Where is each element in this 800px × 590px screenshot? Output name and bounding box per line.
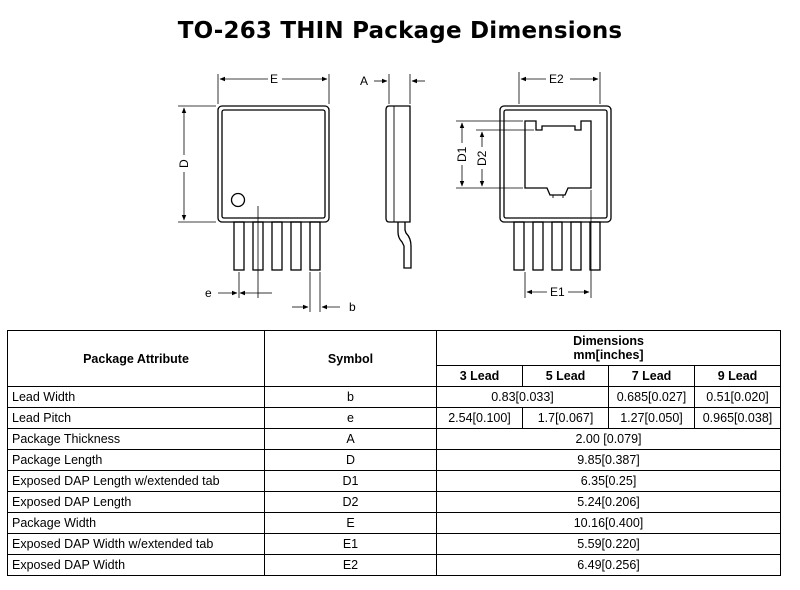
side-view-lead [398, 222, 411, 268]
side-view-body [386, 106, 410, 222]
header-symbol: Symbol [265, 331, 437, 387]
row-value: 1.27[0.050] [609, 408, 695, 429]
row-attribute: Package Width [8, 513, 265, 534]
row-symbol: A [265, 429, 437, 450]
row-symbol: e [265, 408, 437, 429]
header-dimensions-line1: Dimensions [573, 334, 644, 348]
row-attribute: Exposed DAP Length [8, 492, 265, 513]
row-attribute: Lead Width [8, 387, 265, 408]
row-attribute: Exposed DAP Length w/extended tab [8, 471, 265, 492]
label-E1: E1 [550, 285, 565, 299]
table-row [8, 387, 781, 408]
label-D: D [177, 159, 191, 168]
header-5-lead: 5 Lead [523, 366, 609, 387]
table-row [8, 471, 781, 492]
row-symbol: b [265, 387, 437, 408]
row-attribute: Package Length [8, 450, 265, 471]
row-attribute: Exposed DAP Width w/extended tab [8, 534, 265, 555]
row-value: 0.83[0.033] [437, 387, 609, 408]
label-b: b [349, 300, 356, 314]
row-value: 0.685[0.027] [609, 387, 695, 408]
row-value: 1.7[0.067] [523, 408, 609, 429]
label-A: A [360, 74, 369, 88]
label-E: E [270, 72, 279, 86]
row-symbol: E [265, 513, 437, 534]
dimensions-table [7, 330, 781, 576]
row-value: 2.54[0.100] [437, 408, 523, 429]
table-row [8, 429, 781, 450]
table-row [8, 450, 781, 471]
table-row [8, 513, 781, 534]
label-E2: E2 [549, 72, 564, 86]
label-D1: D1 [455, 146, 469, 162]
header-7-lead: 7 Lead [609, 366, 695, 387]
label-D2: D2 [475, 150, 489, 166]
header-9-lead: 9 Lead [695, 366, 781, 387]
row-value: 5.59[0.220] [437, 534, 781, 555]
row-value: 9.85[0.387] [437, 450, 781, 471]
header-package-attribute: Package Attribute [8, 331, 265, 387]
row-symbol: E1 [265, 534, 437, 555]
row-attribute: Lead Pitch [8, 408, 265, 429]
row-value: 6.35[0.25] [437, 471, 781, 492]
row-value: 0.965[0.038] [695, 408, 781, 429]
header-3-lead: 3 Lead [437, 366, 523, 387]
row-value: 0.51[0.020] [695, 387, 781, 408]
row-symbol: D [265, 450, 437, 471]
table-row [8, 555, 781, 576]
row-attribute: Exposed DAP Width [8, 555, 265, 576]
top-view-body [218, 106, 329, 222]
row-value: 6.49[0.256] [437, 555, 781, 576]
table-row [8, 408, 781, 429]
bottom-view-body [500, 106, 611, 222]
row-value: 2.00 [0.079] [437, 429, 781, 450]
label-e: e [205, 286, 212, 300]
page-title: TO-263 THIN Package Dimensions [177, 18, 623, 44]
row-attribute: Package Thickness [8, 429, 265, 450]
exposed-pad [525, 121, 591, 195]
header-dimensions-line2: mm[inches] [573, 348, 644, 362]
table-row [8, 534, 781, 555]
top-view-leads [234, 222, 320, 270]
bottom-view-leads [514, 222, 600, 270]
row-symbol: D1 [265, 471, 437, 492]
row-symbol: E2 [265, 555, 437, 576]
pin1-marker [232, 194, 245, 207]
row-symbol: D2 [265, 492, 437, 513]
row-value: 5.24[0.206] [437, 492, 781, 513]
header-dimensions [437, 331, 781, 366]
row-value: 10.16[0.400] [437, 513, 781, 534]
table-row [8, 492, 781, 513]
package-drawing [0, 60, 800, 325]
